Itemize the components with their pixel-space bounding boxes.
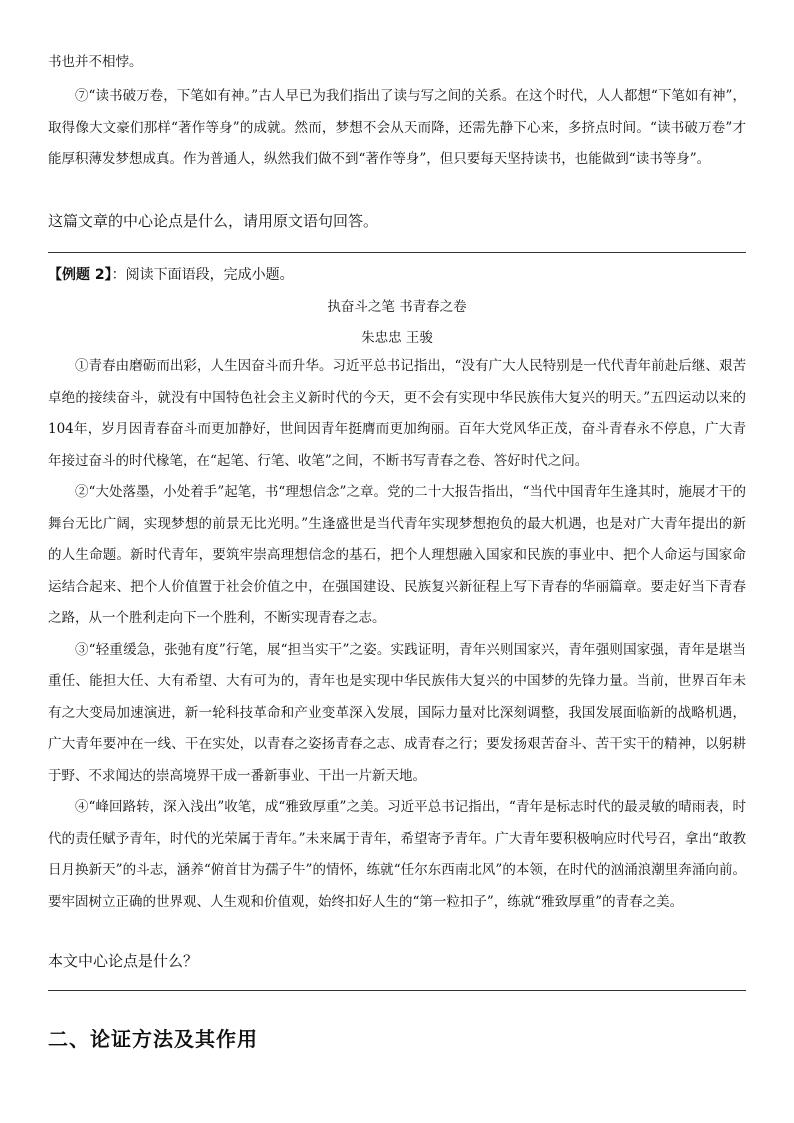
- article-paragraph-2: ②“大处落墨，小处着手”起笔，书“理想信念”之章。党的二十大报告指出，“当代中国青年生逢其时，施展才干的舞台无比广阔，实现梦想的前景无比光明。”生逢盛世是当代青年实现梦想抱负的最大机遇，也是对广大青年提出的新的人生命题。新时代青年，要筑牢崇高理想信念的基石，把个人理想融入国家和民族的事业中、把个人命运与国家命运结合起来、把个人价值置于社会价值之中，在强国建设、民族复兴新征程上写下青春的华丽篇章。要走好当下青春之路，从一个胜利走向下一个胜利，不断实现青春之志。: [48, 484, 746, 626]
- paragraph-7-block: [48, 81, 746, 176]
- question-2: 本文中心论点是什么？: [48, 952, 199, 970]
- article-title: 执奋斗之笔 书青春之卷: [327, 299, 467, 315]
- example-2-header: [48, 264, 294, 284]
- example-2-instruction: ：阅读下面语段，完成小题。: [111, 267, 294, 283]
- paragraph-7: ⑦“读书破万卷，下笔如有神。”古人早已为我们指出了读与写之间的关系。在这个时代，人人都想“下笔如有神”，取得像大文豪们那样“著作等身”的成就。然而，梦想不会从天而降，还需先静下心来，多挤点时间。“读书破万卷”才能厚积薄发梦想成真。作为普通人，纵然我们做不到“著作等身”，但只要每天坚持读书，也能做到“读书等身”。: [48, 88, 746, 167]
- example-2-label: 【例题 2】: [48, 267, 112, 283]
- question-1: 这篇文章的中心论点是什么，请用原文语句回答。: [48, 212, 379, 230]
- article-authors: 朱忠忠 王骏: [361, 330, 433, 346]
- article-paragraph-3: ③“轻重缓急，张弛有度”行笔，展“担当实干”之姿。实践证明，青年兴则国家兴，青年强则国家强，青年是堪当重任、能担大任、大有希望、大有可为的，青年也是实现中华民族伟大复兴的中国梦的先锋力量。当前，世界百年未有之大变局加速演进，新一轮科技革命和产业变革深入发展，国际力量对比深刻调整，我国发展面临新的战略机遇，广大青年要冲在一线、干在实处，以青春之姿扬青春之志、成青春之行；要发扬艰苦奋斗、苦干实干的精神，以躬耕于野、不求闻达的崇高境界干成一番新事业、干出一片新天地。: [48, 641, 746, 784]
- article-paragraph-1: ①青春由磨砺而出彩，人生因奋斗而升华。习近平总书记指出，“没有广大人民特别是一代代青年前赴后继、艰苦卓绝的接续奋斗，就没有中国特色社会主义新时代的今天，更不会有实现中华民族伟大复兴的明天。”五四运动以来的104年，岁月因青春奋斗而更加静好，世间因青年挺膺而更加绚丽。百年大党风华正茂，奋斗青春永不停息，广大青年接过奋斗的时代椽笔，在“起笔、行笔、收笔”之间，不断书写青春之卷、答好时代之问。: [48, 358, 746, 469]
- continuation-line: 书也并不相悖。: [48, 54, 143, 70]
- section-heading: 二、论证方法及其作用: [48, 1027, 258, 1051]
- divider-2: [48, 990, 746, 991]
- divider-1: [48, 252, 746, 253]
- article-body: [48, 351, 746, 918]
- article-paragraph-4: ④“峰回路转，深入浅出”收笔，成“雅致厚重”之美。习近平总书记指出，“青年是标志时代的最灵敏的晴雨表，时代的责任赋予青年，时代的光荣属于青年。”未来属于青年，希望寄予青年。广大青年要积极响应时代号召，拿出“敢教日月换新天”的斗志，涵养“俯首甘为孺子牛”的情怀，练就“任尔东西南北风”的本领，在时代的汹涌浪潮里奔涌向前。要牢固树立正确的世界观、人生观和价值观，始终扣好人生的“第一粒扣子”，练就“雅致厚重”的青春之美。: [48, 799, 746, 910]
